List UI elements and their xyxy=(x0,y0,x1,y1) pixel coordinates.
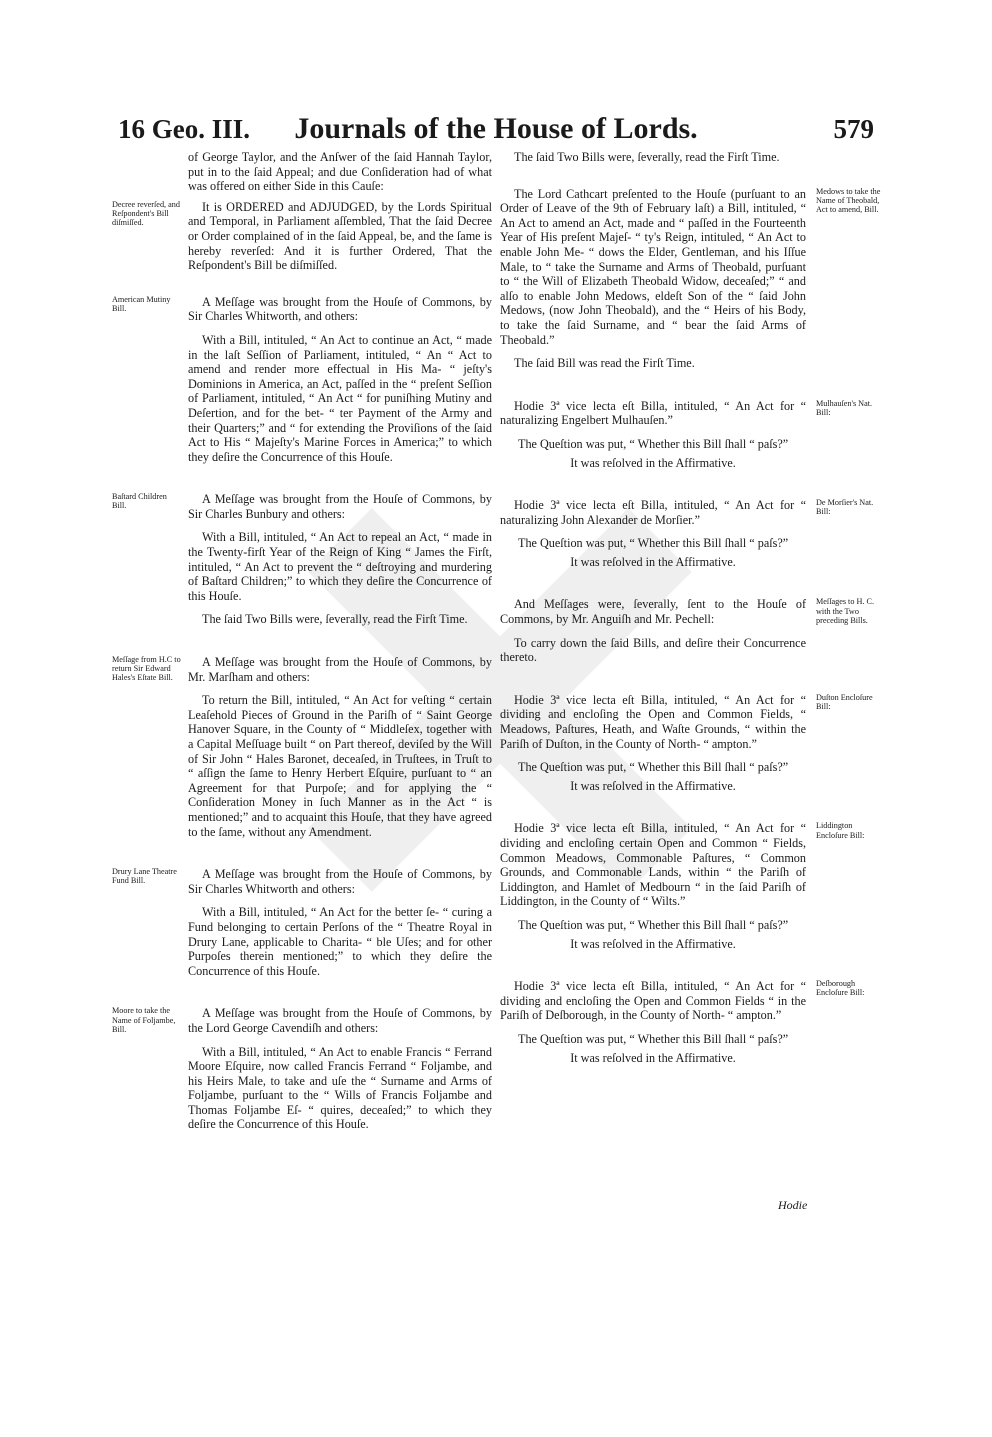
entry-text: A Meſſage was brought from the Houſe of Commons, by Sir Charles Whitworth, and others: xyxy=(188,294,492,324)
regnal-year: 16 Geo. III. xyxy=(118,114,251,144)
marginal-note: Decree reverſed, and Reſpondent's Bill diſmiſſed. xyxy=(112,199,180,228)
page-header xyxy=(0,100,992,150)
left-column xyxy=(112,150,492,1132)
entry-text: The Queſtion was put, “ Whether this Bill ſhall “ paſs?” xyxy=(518,536,789,551)
entry-text: The ſaid Two Bills were, ſeverally, read the Firſt Time. xyxy=(202,612,468,627)
journal-entry xyxy=(112,492,492,521)
journal-entry xyxy=(500,186,881,348)
marginal-note: Drury Lane Theatre Fund Bill. xyxy=(112,867,177,886)
marginal-note: Meſſage from H.C to return Sir Edward Hales's Eſtate Bill. xyxy=(112,655,181,683)
entry-text: It was reſolved in the Affirmative. xyxy=(570,778,736,793)
journal-entry xyxy=(500,398,873,428)
journal-entry xyxy=(500,437,806,452)
journal-entry xyxy=(500,779,806,794)
entry-text: The Lord Cathcart preſented to the Houſe (purſuant to an Order of Leave of the 9th of February laſt) a Bill, intituled, “ An Act to amend an Act, made and “ paſſed in the Fourteenth Year of His preſent Majeſ- “ ty's Reign, intituled, “ An Act to enable John Me- “ dows the Elder, Gentleman, and his Iſſue Male, to “ take the Surname and Arms of Theobald, purſuant to “ the Will of Elizabeth Theobald Widow, deceaſed;” “ and alſo to enable John Medows, eldeſt Son of the “ ſaid John Medows, (now John Theobald), and the “ Heirs of his Body, to take the ſaid Surname, and “ bear the ſaid Arms of Theobald.” xyxy=(500,186,806,347)
entry-text: It was reſolved in the Affirmative. xyxy=(570,554,736,569)
entry-text: A Meſſage was brought from the Houſe of Commons, by the Lord George Cavendiſh and others: xyxy=(188,1006,492,1035)
entry-text: The Queſtion was put, “ Whether this Bill ſhall “ paſs?” xyxy=(518,917,789,932)
entry-text: of George Taylor, and the Anſwer of the ſaid Hannah Taylor, put in to the ſaid Appeal; and due Conſideration had of what was offered on either Side in this Cauſe: xyxy=(188,150,492,194)
journal-title: Journals of the House of Lords. xyxy=(294,112,698,145)
journal-entry xyxy=(500,597,874,627)
marginal-note: Moore to take the Name of Foljambe, Bill. xyxy=(112,1006,176,1034)
entry-text: With a Bill, intituled, “ An Act to continue an Act, “ made in the laſt Seſſion of Parliament, intituled, “ An “ Act to amend and render more effectual in His Ma- “ jeſty's Dominions in America, an Act, paſſed in the “ preſent Seſſion of Parliament, intituled, “ An Act “ for puniſhing Mutiny and Deſertion, and for the bet- “ ter Payment of the Army and their Quarters;” and “ for extending the Proviſions of the ſaid Act to His “ Majeſty's Marine Forces in America;” to which they deſire the Concurrence of this Houſe. xyxy=(188,332,492,464)
marginal-note: Deſborough Encloſure Bill: xyxy=(816,979,865,998)
journal-entry xyxy=(500,1051,806,1066)
entry-text: It is ORDERED and ADJUDGED, by the Lords Spiritual and Temporal, in Parliament aſſembled, That the ſaid Decree or Order complained of in the ſaid Appeal, be, and the ſame is hereby reverſed: And it is further Ordered, That the Reſpondent's Bill be diſmiſſed. xyxy=(188,199,492,273)
journal-entry xyxy=(500,636,806,665)
journal-entry xyxy=(500,555,806,570)
journal-entry xyxy=(500,150,806,165)
entry-text: Hodie 3ª vice lecta eſt Billa, intituled, “ An Act for “ naturalizing John Alexander de Morſier.” xyxy=(500,498,806,527)
marginal-note: De Morſier's Nat. Bill: xyxy=(816,498,874,517)
journal-entry xyxy=(500,456,806,471)
journal-entry xyxy=(188,693,492,839)
marginal-note: Duſton Encloſure Bill: xyxy=(816,692,873,712)
journal-entry xyxy=(500,356,806,371)
entry-text: Hodie 3ª vice lecta eſt Billa, intituled, “ An Act for “ naturalizing Engelbert Mulhauſen.” xyxy=(500,398,806,428)
page-number: 579 xyxy=(833,114,874,144)
journal-entry xyxy=(188,612,492,627)
entry-text: The Queſtion was put, “ Whether this Bill ſhall “ paſs?” xyxy=(518,1031,789,1046)
entry-text: With a Bill, intituled, “ An Act to repeal an Act, “ made in the Twenty-firſt Year of the Reign of King “ James the Firſt, intituled, “ An Act to prevent the “ deſtroying and murdering of Baſtard Children;” to which they deſire the Concurrence of this Houſe. xyxy=(188,530,492,603)
journal-entry xyxy=(188,905,492,978)
journal-entry xyxy=(188,530,492,603)
journal-entry xyxy=(112,655,492,684)
journal-entry xyxy=(500,979,865,1023)
journal-entry xyxy=(500,536,806,551)
marginal-note: Baſtard Children Bill. xyxy=(112,492,167,511)
journal-entry xyxy=(112,199,492,273)
journal-entry xyxy=(500,692,873,751)
journal-entry xyxy=(500,821,865,909)
catchword: Hodie xyxy=(778,1198,808,1212)
marginal-note: Liddington Encloſure Bill: xyxy=(816,821,865,840)
entry-text: With a Bill, intituled, “ An Act to enable Francis “ Ferrand Moore Eſquire, now called Francis Ferrand “ Foljambe, and his Heirs Male, to take and uſe the “ Surname and Arms of Foljambe, purſuant to the “ Wills of Francis Foljambe and Thomas Foljambe Eſ- “ quires, deceaſed;” to which they deſire the Concurrence of this Houſe. xyxy=(188,1044,492,1132)
journal-entry xyxy=(112,867,492,896)
journal-entry xyxy=(112,294,492,324)
entry-text: Hodie 3ª vice lecta eſt Billa, intituled, “ An Act for “ dividing and encloſing the Open and Common Fields “ in the Pariſh of Deſborough, in the County of North- “ ampton.” xyxy=(500,979,806,1023)
entry-text: And Meſſages were, ſeverally, ſent to the Houſe of Commons, by Mr. Anguiſh and Mr. Pechell: xyxy=(500,597,806,627)
journal-entry xyxy=(500,1032,806,1047)
journal-entry xyxy=(500,918,806,933)
marginal-note: Mulhauſen's Nat. Bill: xyxy=(816,398,873,417)
journal-entry xyxy=(500,937,806,952)
marginal-note: Medows to take the Name of Theobald, Act to amend, Bill. xyxy=(816,186,881,214)
entry-text: The Queſtion was put, “ Whether this Bill ſhall “ paſs?” xyxy=(518,436,789,451)
journal-entry xyxy=(500,498,874,527)
right-column xyxy=(500,150,881,1065)
entry-text: A Meſſage was brought from the Houſe of Commons, by Sir Charles Whitworth and others: xyxy=(188,867,492,896)
entry-text: The ſaid Two Bills were, ſeverally, read the Firſt Time. xyxy=(514,150,780,164)
journal-entry xyxy=(188,150,492,194)
entry-text: To carry down the ſaid Bills, and deſire their Concurrence thereto. xyxy=(500,635,806,665)
entry-text: Hodie 3ª vice lecta eſt Billa, intituled, “ An Act for “ dividing and encloſing the Open and Common Fields, “ Meadows, Paſtures, Heath, and Waſte Grounds, “ within the Pariſh of Duſton, in the County of North- “ ampton.” xyxy=(500,692,806,751)
entry-text: With a Bill, intituled, “ An Act for the better ſe- “ curing a Fund belonging to certain Perſons of the “ Theatre Royal in Drury Lane, applicable to Charita- “ ble Uſes; and for other Purpoſes therein mentioned;” to which they deſire the Concurrence of this Houſe. xyxy=(188,905,492,978)
journal-entry xyxy=(112,1006,492,1035)
entry-text: Hodie 3ª vice lecta eſt Billa, intituled, “ An Act for “ dividing and encloſing certain Open and Common “ Fields, Common Meadows, Commonable Paſtures, “ Common Grounds, and Commonable Lands, within “ the Pariſh of Liddington, and Hamlet of Medbourn “ in the ſaid Pariſh of Liddington, in the County of “ Wilts.” xyxy=(500,821,806,909)
journal-entry xyxy=(500,760,806,775)
entry-text: The Queſtion was put, “ Whether this Bill ſhall “ paſs?” xyxy=(518,760,789,775)
marginal-note: Meſſages to H. C. with the Two preceding Bills. xyxy=(816,597,874,625)
entry-text: A Meſſage was brought from the Houſe of Commons, by Mr. Marſham and others: xyxy=(188,655,492,684)
entry-text: The ſaid Bill was read the Firſt Time. xyxy=(514,356,695,371)
journal-entry xyxy=(188,333,492,464)
journal-entry xyxy=(188,1045,492,1133)
entry-text: It was reſolved in the Affirmative. xyxy=(570,455,736,470)
entry-text: It was reſolved in the Affirmative. xyxy=(570,936,736,951)
entry-text: It was reſolved in the Affirmative. xyxy=(570,1050,736,1065)
entry-text: A Meſſage was brought from the Houſe of Commons, by Sir Charles Bunbury and others: xyxy=(188,492,492,521)
marginal-note: American Mutiny Bill. xyxy=(112,294,171,313)
entry-text: To return the Bill, intituled, “ An Act for veſting “ certain Leaſehold Pieces of Ground in the Pariſh of “ Saint George Hanover Square, in the County of “ Middleſex, together with a Capital Meſſuage built “ on Part thereof, deviſed by the Will of Sir John “ Hales Baronet, deceaſed, in Truſtees, in Truſt to “ aſſign the ſame to Henry Herbert Eſquire, purſuant to “ an Agreement for that Purpoſe; and for applying the “ Conſideration Money in ſuch Manner as in the Act “ is mentioned;” and to acquaint this Houſe, that they have agreed to the ſame, without any Amendment. xyxy=(188,693,492,839)
